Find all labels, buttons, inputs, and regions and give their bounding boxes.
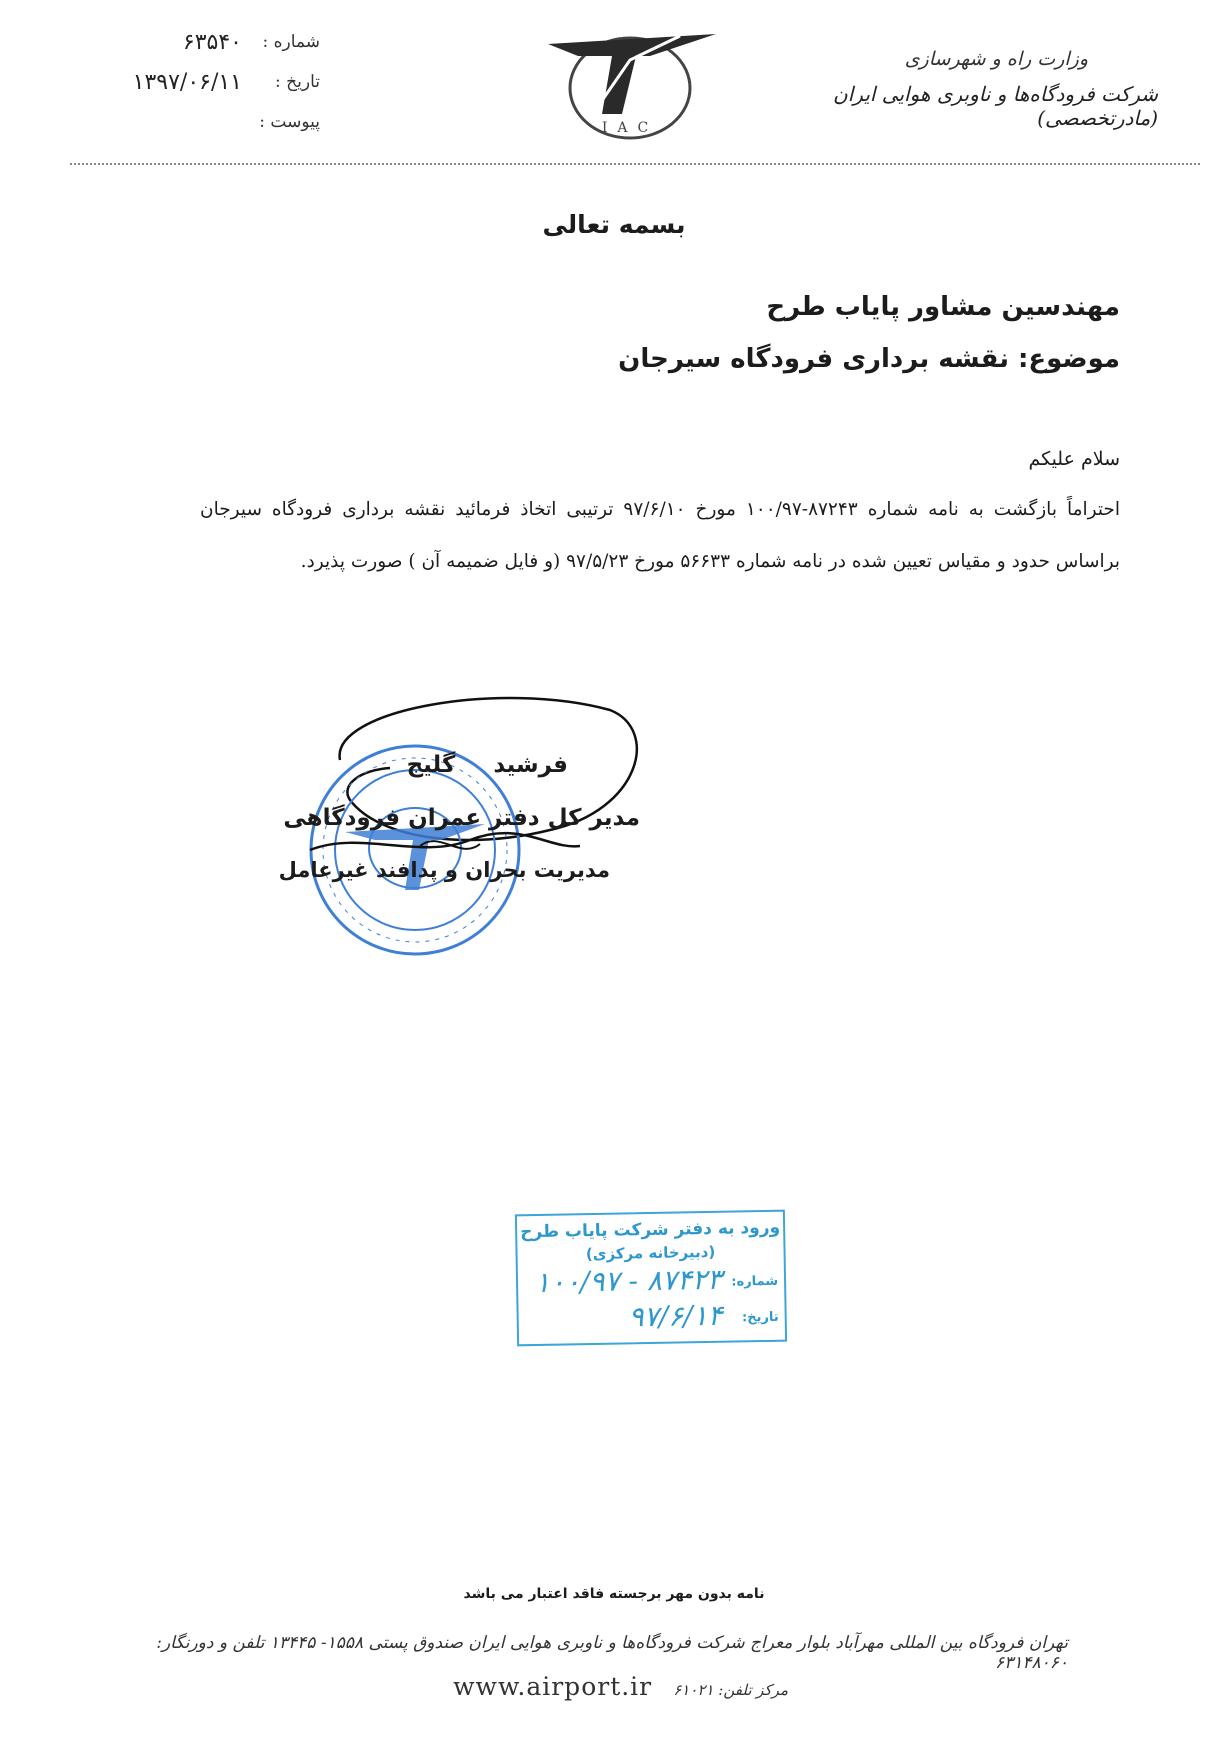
subject-line: موضوع: نقشه برداری فرودگاه سیرجان	[618, 344, 1120, 374]
receipt-date-value: ۹۷/۶/۱۴	[628, 1298, 723, 1334]
footer-address: تهران فرودگاه بین المللی مهرآباد بلوار معراج شرکت فرودگاه‌ها و ناوبری هوایی ایران صندوق پستی ۱۵۵۸- ۱۳۴۴۵ تلفن و دورنگار: ۶۳۱۴۸۰۶۰	[156, 1633, 1068, 1673]
ministry-name: وزارت راه و شهرسازی	[904, 48, 1088, 70]
iac-logo	[530, 22, 730, 142]
salutation: سلام علیکم	[1028, 448, 1120, 470]
letter-date-value: ۱۳۹۷/۰۶/۱۱	[132, 70, 242, 95]
letter-date-row	[120, 66, 320, 106]
header-divider	[70, 163, 1200, 165]
letter-attachment-row	[120, 106, 320, 146]
receipt-stamp-subtitle: (دبیرخانه مرکزی)	[585, 1242, 716, 1264]
invocation: بسمه تعالی	[542, 210, 686, 239]
signer-department: مدیریت بحران و پدافند غیرعامل	[278, 858, 610, 882]
receipt-number-row	[518, 1264, 785, 1301]
letter-number-label: شماره :	[262, 32, 320, 52]
recipient: مهندسین مشاور پایاب طرح	[766, 292, 1120, 322]
receipt-date-label: تاریخ:	[741, 1309, 779, 1326]
iac-logo-text: IAC	[601, 120, 659, 136]
receipt-stamp	[515, 1210, 787, 1347]
receipt-number-value: ۸۷۴۲۳ - ۱۰۰/۹۷	[534, 1262, 723, 1300]
validity-note: نامه بدون مهر برجسته فاقد اعتبار می باشد	[463, 1586, 765, 1602]
company-name: شرکت فرودگاه‌ها و ناوبری هوایی ایران (مادرتخصصی)	[833, 82, 1158, 130]
signer-title: مدیر کل دفتر عمران فرودگاهی	[283, 805, 640, 831]
signer-name: فرشید گلیج	[406, 752, 568, 778]
footer-contact-row	[453, 1672, 788, 1701]
call-center: مرکز تلفن: ۶۱۰۲۱	[673, 1681, 788, 1699]
receipt-number-label: شماره:	[731, 1273, 779, 1290]
letter-attachment-label: پیوست :	[259, 112, 320, 132]
letter-body: احتراماً بازگشت به نامه شماره ۸۷۲۴۳-۱۰۰/۹۷ مورخ ۹۷/۶/۱۰ ترتیبی اتخاذ فرمائید نقشه برداری فرودگاه سیرجان براساس حدود و مقیاس تعیین شده در نامه شماره ۵۶۶۳۳ مورخ ۹۷/۵/۲۳ (و فایل ضمیمه آن ) صورت پذیرد.	[200, 499, 1120, 572]
receipt-date-row	[518, 1300, 785, 1337]
receipt-stamp-title: ورود به دفتر شرکت پایاب طرح	[520, 1217, 781, 1243]
letter-date-label: تاریخ :	[275, 72, 320, 92]
letter-number-value: ۶۳۵۴۰	[182, 30, 242, 55]
letter-metadata	[120, 26, 320, 146]
letter-number-row	[120, 26, 320, 66]
organization-header	[778, 48, 1158, 130]
website-link[interactable]: www.airport.ir	[453, 1672, 653, 1701]
